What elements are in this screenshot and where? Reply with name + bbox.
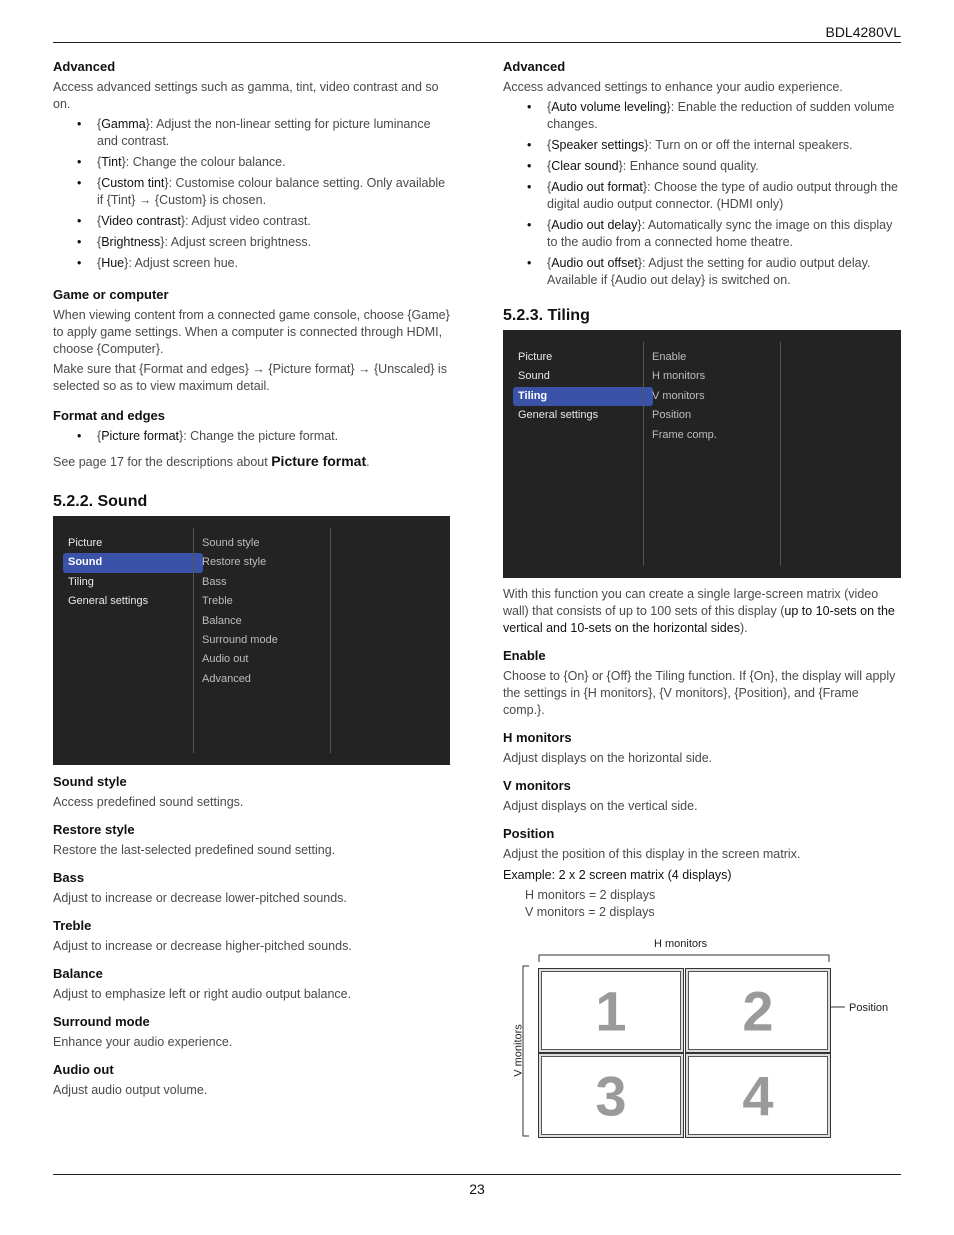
menu-option: Surround mode	[202, 633, 278, 646]
definition-text: Access predefined sound settings.	[53, 795, 244, 809]
setting-desc: : Adjust the setting for audio output delay. Available if {Audio out delay} is switched on.	[547, 256, 871, 287]
list-item: • {Video contrast}: Adjust video contrast.	[53, 213, 453, 230]
list-item: • {Custom tint}: Customise colour balance setting. Only available if {Tint} → {Custom} is chosen.	[53, 175, 453, 209]
tiling-menu-screenshot	[503, 330, 901, 578]
definition-text: Adjust audio output volume.	[53, 1083, 208, 1097]
setting-key: Audio out delay	[551, 218, 638, 232]
menu-option: Advanced	[202, 672, 251, 685]
v-monitors-heading: V monitors	[503, 778, 571, 793]
enable-text: Choose to {On} or {Off} the Tiling function. If {On}, the display will apply the settings in {H monitors}, {V monitors}, {Position}, and {Frame comp.}.	[503, 669, 896, 717]
enable-heading: Enable	[503, 648, 546, 663]
example-v: V monitors = 2 displays	[525, 905, 655, 919]
menu-option: Enable	[652, 351, 687, 363]
setting-desc: : Adjust the non-linear setting for picture luminance and contrast.	[97, 117, 431, 148]
definition-text: Restore the last-selected predefined sound setting.	[53, 843, 336, 857]
list-item: • {Clear sound}: Enhance sound quality.	[503, 158, 903, 175]
menu-option: Restore style	[202, 556, 267, 569]
definition-text: Adjust to increase or decrease lower-pitched sounds.	[53, 891, 347, 905]
position-heading: Position	[503, 826, 555, 841]
menu-option: Audio out	[202, 653, 249, 666]
setting-key: Audio out format	[551, 180, 643, 194]
definition-title: Surround mode	[53, 1014, 150, 1029]
definition-title: Restore style	[53, 822, 135, 837]
example-h: H monitors = 2 displays	[525, 888, 656, 902]
list-item: • {Brightness}: Adjust screen brightness.	[53, 234, 453, 251]
advanced-intro: Access advanced settings such as gamma, tint, video contrast and so on.	[53, 80, 439, 111]
setting-key: Tint	[101, 155, 122, 169]
see-post: .	[366, 455, 370, 469]
menu-option: Balance	[202, 614, 242, 627]
sound-section-heading: 5.2.2. Sound	[53, 493, 148, 510]
setting-desc: : Change the picture format.	[183, 429, 339, 443]
menu-option: Frame comp.	[652, 428, 717, 441]
menu-nav-item: Picture	[68, 537, 103, 549]
format-heading: Format and edges	[53, 408, 165, 423]
menu-divider	[643, 342, 644, 566]
setting-desc: : Adjust screen hue.	[128, 256, 239, 270]
setting-desc: : Customise colour balance setting. Only available if {Tint} → {Custom} is chosen.	[97, 176, 446, 207]
setting-key: Custom tint	[101, 176, 165, 190]
game-paragraph: When viewing content from a connected game console, choose {Game} to apply game settings. When a computer is connected through HDMI, choose {Computer}.	[53, 308, 450, 356]
menu-option: Treble	[202, 595, 233, 608]
list-item: • {Gamma}: Adjust the non-linear setting for picture luminance and contrast.	[53, 116, 453, 150]
tile-number: 4	[742, 1064, 774, 1127]
sound-menu-screenshot	[53, 516, 450, 765]
see-pre: See page 17 for the descriptions about	[53, 455, 272, 469]
game-paragraph-2: Make sure that {Format and edges} → {Picture format} → {Unscaled} is selected so as to view maximum detail.	[53, 362, 447, 393]
menu-nav-item: Tiling	[513, 387, 653, 406]
header-rule	[53, 42, 901, 43]
position-label: Position	[849, 1002, 889, 1014]
menu-nav-item: Sound	[518, 370, 550, 383]
definition-title: Balance	[53, 966, 103, 981]
tile-3	[538, 1053, 684, 1138]
tiling-diagram	[503, 930, 903, 1142]
position-text: Adjust the position of this display in the screen matrix.	[503, 847, 801, 861]
list-item: • {Hue}: Adjust screen hue.	[53, 255, 453, 272]
menu-nav-item: Tiling	[68, 575, 94, 588]
tiling-intro-post: ).	[739, 621, 748, 635]
format-list	[53, 428, 453, 445]
tile-number: 1	[595, 979, 627, 1042]
advanced-list	[53, 116, 453, 272]
setting-desc: : Adjust video contrast.	[185, 214, 311, 228]
tiling-section-heading: 5.2.3. Tiling	[503, 307, 590, 324]
sound-menu-options	[202, 534, 322, 689]
menu-nav-item: Picture	[518, 351, 553, 363]
right-column	[503, 58, 903, 921]
tiling-menu-nav	[513, 348, 653, 426]
list-item: • {Audio out delay}: Automatically sync the image on this display to the audio from a connected home theatre.	[503, 217, 903, 251]
tile-number: 2	[742, 979, 774, 1042]
h-monitors-text: Adjust displays on the horizontal side.	[503, 751, 713, 765]
definition-text: Adjust to increase or decrease higher-pitched sounds.	[53, 939, 352, 953]
list-item: • {Auto volume leveling}: Enable the reduction of sudden volume changes.	[503, 99, 903, 133]
v-monitors-label: V monitors	[512, 1024, 525, 1077]
left-column	[53, 58, 453, 1102]
tiling-menu-options	[652, 348, 772, 445]
setting-key: Audio out offset	[551, 256, 638, 270]
setting-key: Speaker settings	[551, 138, 645, 152]
model-name: BDL4280VL	[825, 24, 901, 40]
setting-key: Picture format	[101, 429, 179, 443]
menu-divider	[780, 342, 781, 566]
advanced-heading: Advanced	[53, 59, 116, 74]
definition-text: Adjust to emphasize left or right audio output balance.	[53, 987, 352, 1001]
h-monitors-label: H monitors	[654, 938, 708, 950]
tile-number: 3	[595, 1064, 627, 1127]
example-title: Example: 2 x 2 screen matrix (4 displays)	[503, 868, 732, 882]
definition-title: Treble	[53, 918, 92, 933]
h-monitors-heading: H monitors	[503, 730, 572, 745]
sound-definitions	[53, 773, 453, 1099]
see-page-note	[53, 453, 453, 471]
menu-option: Position	[652, 409, 692, 422]
setting-key: Gamma	[101, 117, 146, 131]
definition-title: Sound style	[53, 774, 127, 789]
tile-4	[685, 1053, 831, 1138]
menu-nav-item: Sound	[63, 553, 203, 572]
menu-divider	[193, 528, 194, 753]
setting-key: Auto volume leveling	[551, 100, 667, 114]
see-strong: Picture format	[271, 453, 367, 469]
tiling-intro-pre: With this function you can create a single large-screen matrix (video wall) that consists of up to 100 sets of this display (	[503, 587, 879, 618]
setting-key: Brightness	[101, 235, 161, 249]
menu-option: H monitors	[652, 370, 706, 383]
definition-title: Audio out	[53, 1062, 114, 1077]
menu-nav-item: General settings	[68, 595, 149, 608]
tile-2	[685, 968, 831, 1053]
menu-option: Bass	[202, 575, 227, 588]
tile-1	[538, 968, 684, 1053]
menu-option: Sound style	[202, 537, 260, 549]
setting-key: Clear sound	[551, 159, 619, 173]
sound-menu-nav	[63, 534, 203, 612]
list-item: • {Speaker settings}: Turn on or off the internal speakers.	[503, 137, 903, 154]
setting-desc: : Automatically sync the image on this display to the audio from a connected home theatre.	[547, 218, 893, 249]
list-item: • {Picture format}: Change the picture format.	[53, 428, 453, 445]
menu-nav-item: General settings	[518, 409, 599, 422]
list-item: • {Audio out format}: Choose the type of audio output through the digital audio output connector. (HDMI only)	[503, 179, 903, 213]
setting-desc: : Enhance sound quality.	[622, 159, 759, 173]
game-heading: Game or computer	[53, 287, 169, 302]
setting-desc: : Turn on or off the internal speakers.	[648, 138, 853, 152]
list-item: • {Audio out offset}: Adjust the setting for audio output delay. Available if {Audio out delay} is switched on.	[503, 255, 903, 289]
setting-desc: : Choose the type of audio output through the digital audio output connector. (HDMI only)	[547, 180, 898, 211]
v-monitors-text: Adjust displays on the vertical side.	[503, 799, 698, 813]
definition-title: Bass	[53, 870, 85, 885]
audio-advanced-intro: Access advanced settings to enhance your audio experience.	[503, 80, 843, 94]
list-item: • {Tint}: Change the colour balance.	[53, 154, 453, 171]
menu-option: V monitors	[652, 389, 705, 402]
setting-key: Hue	[101, 256, 125, 270]
footer-rule	[53, 1174, 901, 1175]
setting-desc: : Enable the reduction of sudden volume changes.	[547, 100, 895, 131]
page-number: 23	[469, 1181, 485, 1197]
setting-desc: : Adjust screen brightness.	[164, 235, 312, 249]
tiling-intro	[503, 586, 903, 637]
tiling-intro-strong: up to 10-sets on the vertical and 10-sets on the horizontal sides	[503, 604, 895, 635]
definition-text: Enhance your audio experience.	[53, 1035, 233, 1049]
setting-key: Video contrast	[101, 214, 181, 228]
audio-advanced-list	[503, 99, 903, 289]
setting-desc: : Change the colour balance.	[125, 155, 286, 169]
menu-divider	[330, 528, 331, 753]
audio-advanced-heading: Advanced	[503, 59, 566, 74]
